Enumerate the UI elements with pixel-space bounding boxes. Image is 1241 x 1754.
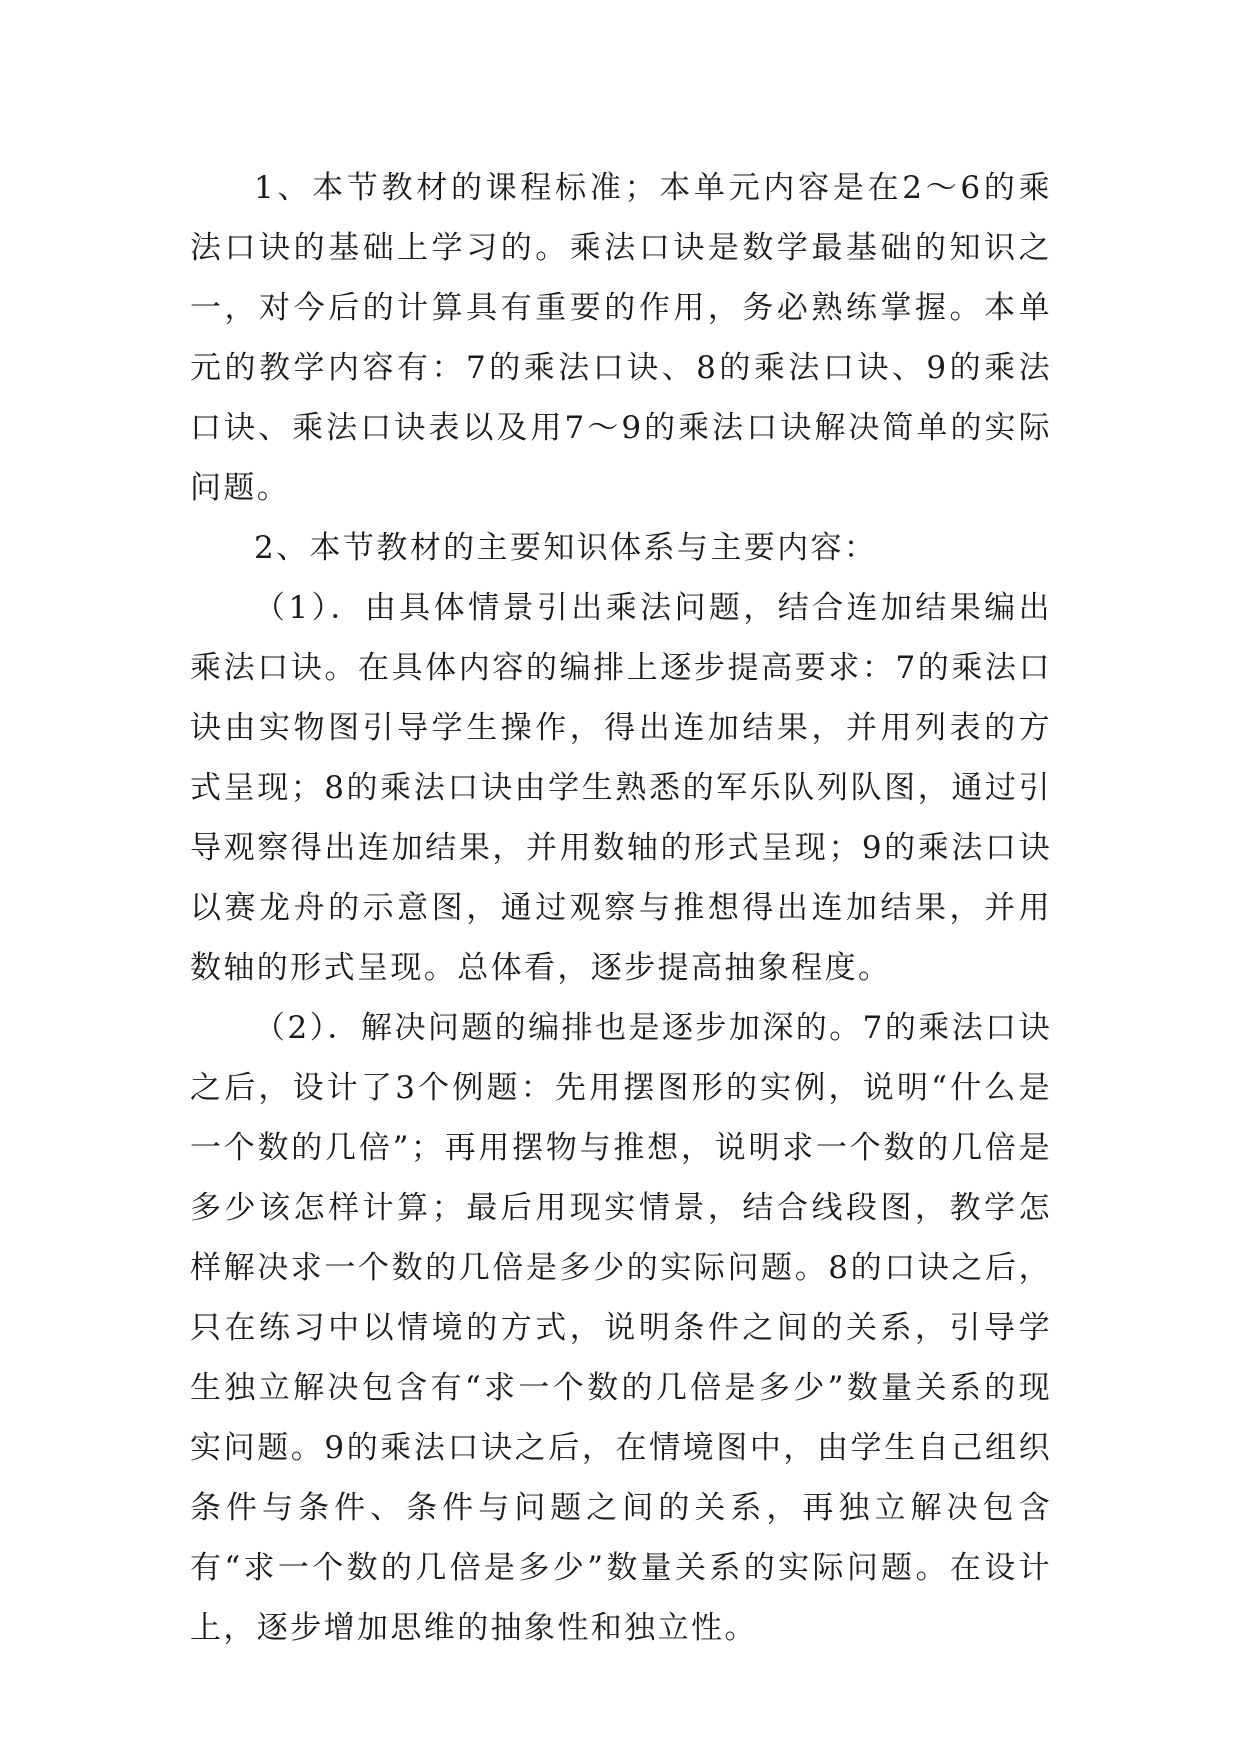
paragraph-knowledge-system-heading: 2、本节教材的主要知识体系与主要内容： <box>254 530 878 566</box>
document-body <box>190 158 1052 1658</box>
paragraph-problem-solving: （2）．解决问题的编排也是逐步加深的。7的乘法口诀之后，设计了3个例题：先用摆图形的实例，说明“什么是一个数的几倍”；再用摆物与推想，说明求一个数的几倍是多少该怎样计算；最后用现实情景，结合线段图，教学怎样解决求一个数的几倍是多少的实际问题。8的口诀之后，只在练习中以情境的方式，说明条件之间的关系，引导学生独立解决包含有“求一个数的几倍是多少”数量关系的现实问题。9的乘法口诀之后，在情境图中，由学生自己组织条件与条件、条件与问题之间的关系，再独立解决包含有“求一个数的几倍是多少”数量关系的实际问题。在设计上，逐步增加思维的抽象性和独立性。 <box>190 1010 1052 1646</box>
paragraph-curriculum-standard: 1、本节教材的课程标准；本单元内容是在2～6的乘法口诀的基础上学习的。乘法口诀是数学最基础的知识之一，对今后的计算具有重要的作用，务必熟练掌握。本单元的教学内容有：7的乘法口诀、8的乘法口诀、9的乘法口诀、乘法口诀表以及用7～9的乘法口诀解决简单的实际问题。 <box>190 170 1052 506</box>
paragraph-multiplication-rhymes: （1）．由具体情景引出乘法问题，结合连加结果编出乘法口诀。在具体内容的编排上逐步提高要求：7的乘法口诀由实物图引导学生操作，得出连加结果，并用列表的方式呈现；8的乘法口诀由学生熟悉的军乐队列队图，通过引导观察得出连加结果，并用数轴的形式呈现；9的乘法口诀以赛龙舟的示意图，通过观察与推想得出连加结果，并用数轴的形式呈现。总体看，逐步提高抽象程度。 <box>190 590 1052 986</box>
